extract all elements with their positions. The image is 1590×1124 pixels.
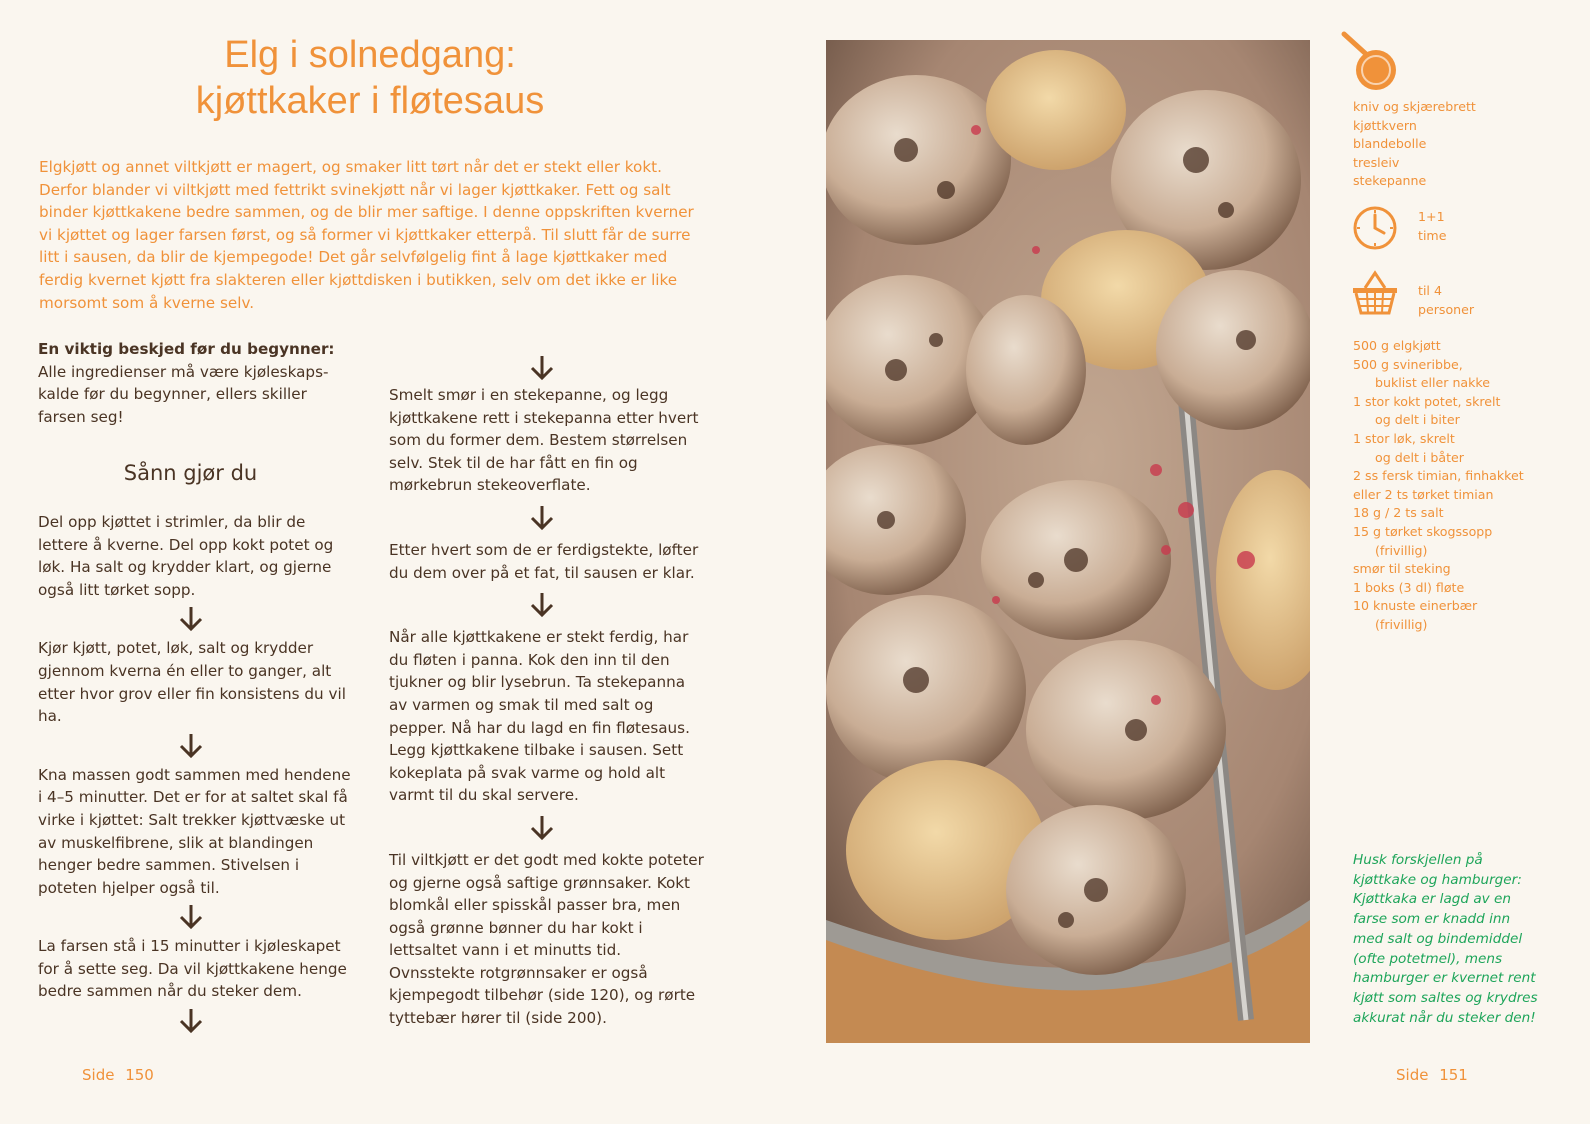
ingredients-list [1353, 337, 1543, 635]
equipment-item: kjøttkvern [1353, 117, 1417, 133]
title-line-2: kjøttkaker i fløtesaus [195, 80, 545, 122]
clock-icon [1352, 205, 1398, 251]
step-3: Kna massen godt sammen med hendene i 4–5 minutter. Det er for at saltet skal få virke i kjøttet: Salt trekker kjøttvæske ut av muskelfibrene, slik at blandingen henger bedre sammen. Stivelsen i poteten hjelper også til. [38, 765, 351, 897]
equipment-item: stekepanne [1353, 173, 1427, 189]
page-number-left: Side 150 [82, 1066, 154, 1084]
right-page [795, 0, 1590, 1124]
step-1: Del opp kjøttet i strimler, da blir de lettere å kverne. Del opp kokt potet og løk. Ha salt og krydder klart, og gjerne også litt tørket sopp. [38, 512, 334, 599]
food-photo [826, 40, 1310, 1043]
ingredient-item: 18 g / 2 ts salt [1353, 505, 1444, 521]
ingredient-item: 500 g svineribbe, [1353, 356, 1463, 372]
arrow-down-icon [389, 497, 694, 539]
instructions-column-2 [389, 352, 704, 1030]
ingredient-item: smør til steking [1353, 561, 1451, 577]
ingredient-item: og delt i biter [1375, 412, 1460, 428]
arrow-down-icon [389, 584, 694, 626]
equipment-item: tresleiv [1353, 154, 1400, 170]
ingredient-item: og delt i båter [1375, 449, 1464, 465]
equipment-list [1353, 98, 1543, 191]
ingredient-item: 500 g elgkjøtt [1353, 338, 1441, 353]
arrow-down-icon [38, 899, 343, 935]
ingredient-item: 1 stor løk, skrelt [1353, 430, 1455, 446]
subheading: Sånn gjør du [123, 461, 258, 486]
ingredient-item: 10 knuste einerbær [1353, 598, 1478, 614]
step-5: Smelt smør i en stekepanne, og legg kjøttkakene rett i stekepanna etter hvert som du former dem. Bestem størrelsen selv. Stek til de har fått en fin og mørkebrun stekeoverflate. [389, 386, 699, 495]
tip-text: Husk forskjellen på kjøttkake og hamburger: Kjøttkaka er lagd av en farse som er knadd inn med salt og bindemiddel (ofte potetmel), mens hamburger er kvernet rent kjøtt som saltes og krydres akkurat når du steker den! [1353, 852, 1538, 1026]
intro-paragraph: Elgkjøtt og annet viltkjøtt er magert, og smaker litt tørt når det er stekt eller kokt. Derfor blander vi viltkjøtt med fettrikt svinekjøtt når vi lager kjøttkaker. Fett og salt binder kjøttkakene bedre sammen, og de blir mer saftige. I denne oppskriften kverner vi kjøttet og lager farsen først, og så former vi kjøttkaker etterpå. Til slutt får de surre litt i sausen, da blir de kjempegode! Det går selvfølgelig fint å lage kjøttkaker med ferdig kvernet kjøtt fra slakteren eller kjøttdisken i butikken, selv om det ikke er like morsomt som å kverne selv. [39, 158, 694, 312]
recipe-title [40, 32, 700, 124]
step-2: Kjør kjøtt, potet, løk, salt og krydder gjennom kverna én eller to ganger, alt etter hvor grov eller fin konsistens du vil ha. [38, 639, 346, 726]
time-unit: time [1418, 227, 1447, 243]
ingredient-item: 1 boks (3 dl) fløte [1353, 579, 1465, 595]
step-6: Etter hvert som de er ferdigstekte, løfter du dem over på et fat, til sausen er klar. [389, 540, 699, 582]
ingredient-item: buklist eller nakke [1375, 375, 1491, 391]
step-8: Til viltkjøtt er det godt med kokte poteter og gjerne også saftige grønnsaker. Kokt blomkål eller spisskål passer bra, men også grønne bønner du har kokt i lettsaltet vann i et minutts tid. Ovnsstekte rotgrønnsaker er også kjempegodt tilbehør (side 120), og rørte tyttebær hører til (side 200). [389, 850, 704, 1028]
time-value: 1+1 [1418, 209, 1445, 224]
title-line-1: Elg i solnedgang: [224, 34, 516, 76]
ingredient-item: (frivillig) [1375, 616, 1428, 632]
step-4: La farsen stå i 15 minutter i kjøleskapet for å sette seg. Da vil kjøttkakene henge bedre sammen når du steker dem. [38, 937, 347, 1001]
arrow-down-icon [389, 807, 694, 849]
time-info [1418, 208, 1446, 245]
basket-icon [1351, 270, 1399, 316]
equipment-item: blandebolle [1353, 136, 1427, 152]
ingredient-item: 15 g tørket skogssopp [1353, 523, 1493, 539]
step-7: Når alle kjøttkakene er stekt ferdig, har du fløten i panna. Kok den inn til den tjukner og blir lysebrun. Ta stekepanna av varmen og smak til med salt og pepper. Nå har du lagd en fin fløtesaus. Legg kjøttkakene tilbake i sausen. Sett kokeplata på svak varme og hold alt varmt til du skal servere. [389, 628, 690, 805]
instructions-column-1 [38, 338, 358, 1039]
page-number-right: Side 151 [1396, 1066, 1468, 1084]
arrow-down-icon [38, 1003, 343, 1039]
arrow-down-icon [38, 728, 343, 764]
ingredient-item: (frivillig) [1375, 542, 1428, 558]
arrow-down-icon [38, 601, 343, 637]
ingredient-item: 1 stor kokt potet, skrelt [1353, 393, 1501, 409]
notice-title: En viktig beskjed før du begynner: [38, 340, 335, 358]
servings-unit: personer [1418, 301, 1475, 317]
servings-info [1418, 282, 1474, 319]
arrow-down-icon [389, 352, 694, 384]
equipment-item: kniv og skjærebrett [1353, 99, 1476, 114]
notice-text: Alle ingredienser må være kjøleskaps-kalde før du begynner, ellers skiller farsen seg! [38, 362, 329, 426]
frying-pan-icon [1340, 30, 1400, 92]
ingredient-item: eller 2 ts tørket timian [1353, 486, 1494, 502]
ingredient-item: 2 ss fersk timian, finhakket [1353, 468, 1524, 484]
servings-value: til 4 [1418, 283, 1442, 298]
